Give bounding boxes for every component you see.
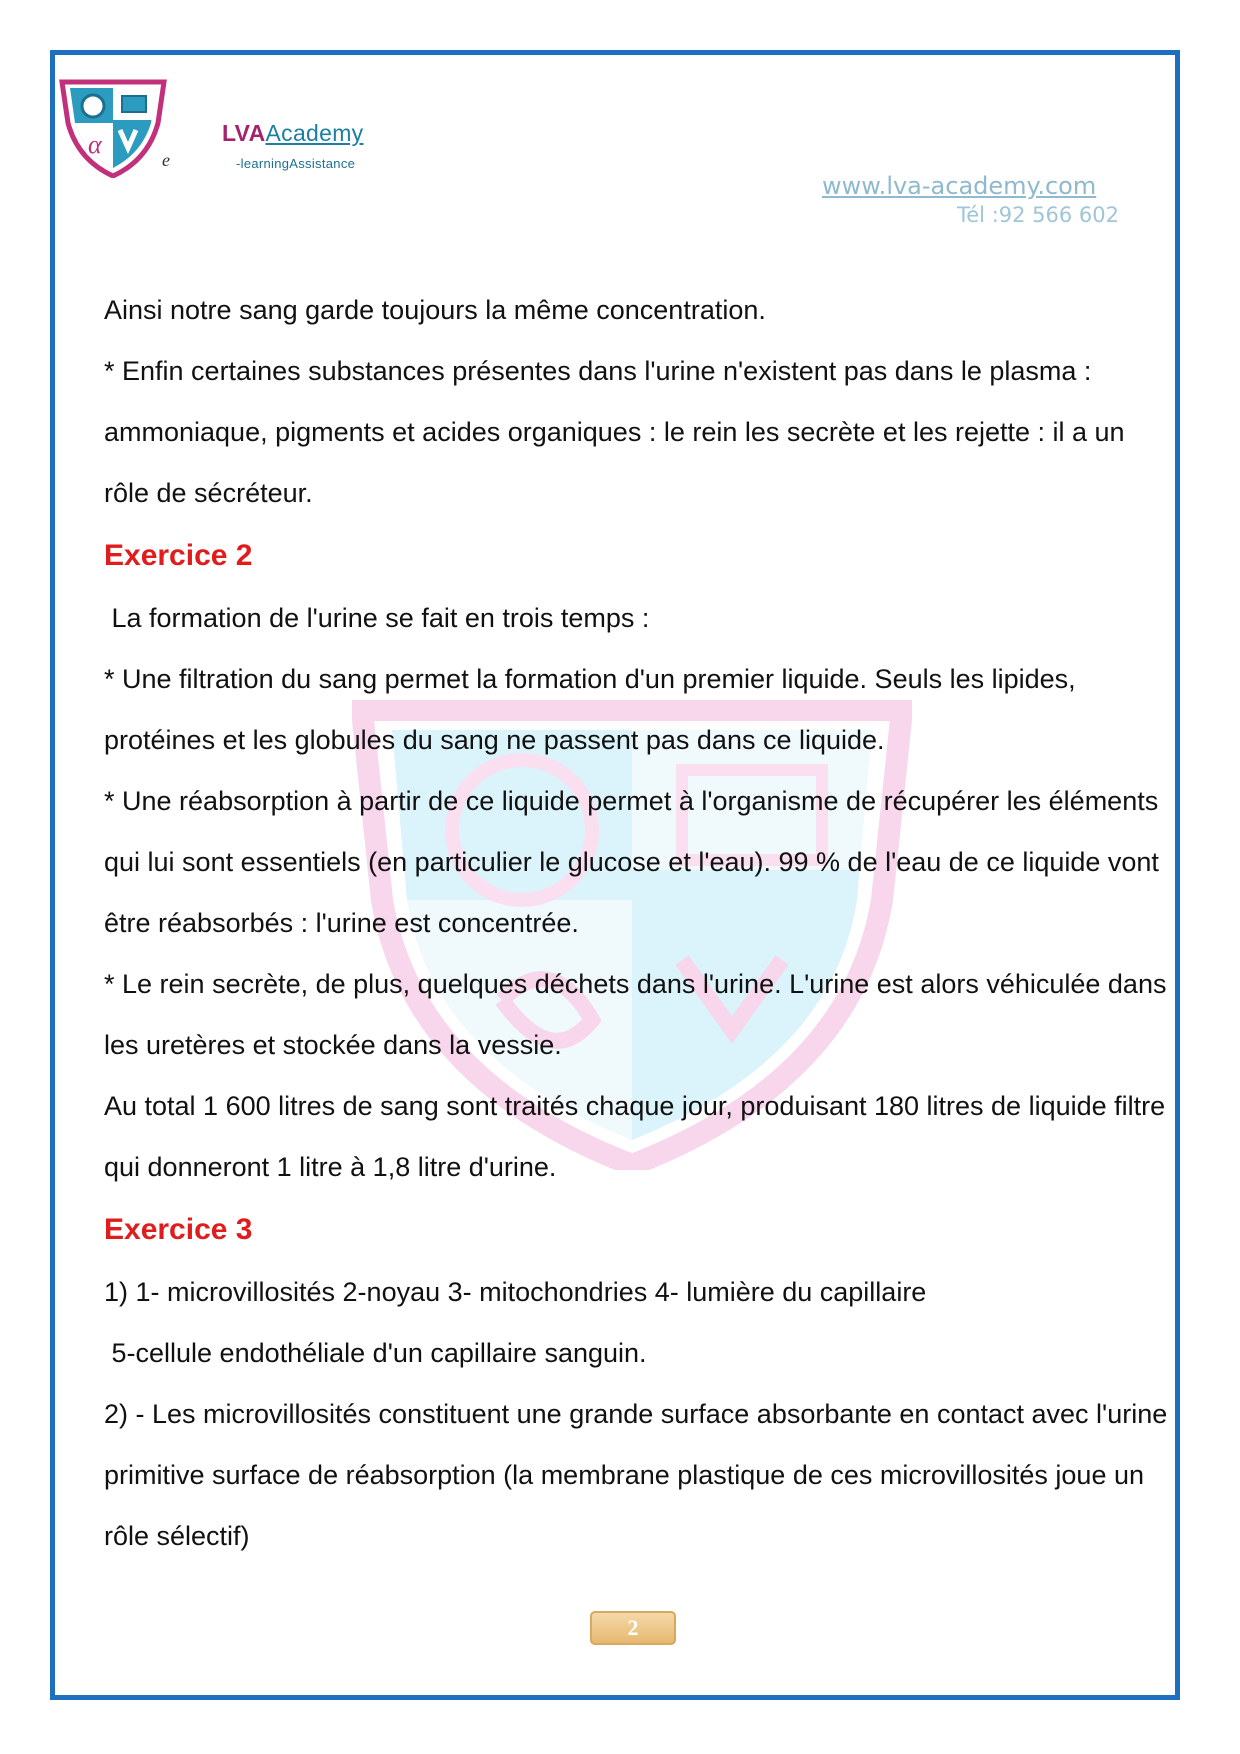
phone-number: Tél :92 566 602 xyxy=(957,203,1120,227)
paragraph: La formation de l'urine se fait en trois temps : xyxy=(104,603,650,633)
paragraph: * Le rein secrète, de plus, quelques déchets dans l'urine. L'urine est alors véhiculée dans les uretères et stockée dans la vessie. xyxy=(104,969,1167,1060)
svg-text:α: α xyxy=(88,130,102,159)
exercise-2-heading: Exercice 2 xyxy=(104,539,253,572)
page-number: 2 xyxy=(590,1611,676,1645)
paragraph: 1) 1- microvillosités 2-noyau 3- mitochondries 4- lumière du capillaire xyxy=(104,1277,927,1307)
logo-e-letter: e xyxy=(162,150,170,170)
exercise-3-heading: Exercice 3 xyxy=(104,1213,253,1246)
brand-academy: Academy xyxy=(265,120,364,146)
paragraph: Ainsi notre sang garde toujours la même concentration. xyxy=(104,295,766,325)
paragraph: Au total 1 600 litres de sang sont traités chaque jour, produisant 180 litres de liquide filtre qui donneront 1 litre à 1,8 litre d'urine. xyxy=(104,1091,1166,1182)
paragraph: * Une filtration du sang permet la formation d'un premier liquide. Seuls les lipides, protéines et les globules du sang ne passent pas dans ce liquide. xyxy=(104,664,1076,755)
brand-name xyxy=(222,120,363,147)
lva-logo xyxy=(58,78,168,178)
paragraph: 2) - Les microvillosités constituent une grande surface absorbante en contact avec l'urine primitive surface de réabsorption (la membrane plastique de ces microvillosités joue un rôle sélectif) xyxy=(104,1399,1168,1551)
website-link[interactable]: www.lva-academy.com xyxy=(822,172,1097,200)
paragraph: 5-cellule endothéliale d'un capillaire sanguin. xyxy=(104,1338,647,1368)
paragraph: * Une réabsorption à partir de ce liquide permet à l'organisme de récupérer les éléments qui lui sont essentiels (en particulier le glucose et l'eau). 99 % de l'eau de ce liquide vont être réabsorbés : l'urine est concentrée. xyxy=(104,786,1159,938)
paragraph: * Enfin certaines substances présentes dans l'urine n'existent pas dans le plasma : ammoniaque, pigments et acides organiques : le rein les secrète et les rejette : il a un rôle de sécréteur. xyxy=(104,356,1125,508)
document-body xyxy=(104,280,1169,1567)
brand-tagline: -learningAssistance xyxy=(236,156,356,171)
brand-lva: LVA xyxy=(222,120,266,146)
